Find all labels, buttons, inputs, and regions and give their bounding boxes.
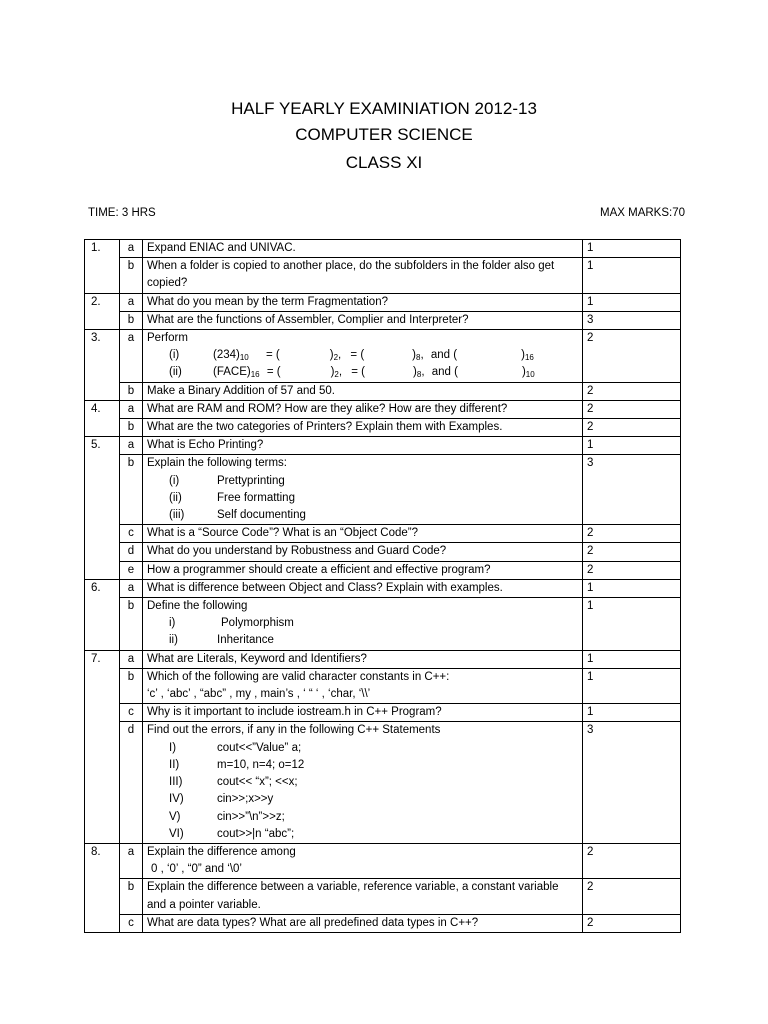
question-part: d	[120, 543, 143, 561]
question-text	[143, 455, 583, 525]
table-row	[85, 722, 681, 843]
sub-item-text: Self documenting	[217, 509, 306, 522]
table-row	[85, 668, 681, 703]
sub-item	[147, 473, 578, 490]
question-marks: 1	[583, 598, 681, 651]
sub-item	[147, 826, 578, 843]
question-part: a	[120, 330, 143, 383]
question-text	[143, 722, 583, 843]
roman-numeral: (ii)	[169, 366, 182, 379]
question-text-line: Find out the errors, if any in the following C++ Statements	[147, 724, 441, 737]
comma: ,	[421, 366, 425, 379]
question-number: 3.	[85, 330, 120, 401]
question-marks: 1	[583, 579, 681, 597]
question-part: b	[120, 258, 143, 293]
question-text: Expand ENIAC and UNIVAC.	[143, 240, 583, 258]
table-row	[85, 579, 681, 597]
question-text: Explain the difference between a variable, reference variable, a constant variable and a pointer variable.	[143, 879, 583, 914]
base-subscript: 2	[333, 353, 339, 363]
question-marks: 2	[583, 419, 681, 437]
table-row	[85, 704, 681, 722]
roman-numeral: III)	[169, 776, 183, 789]
sub-item-text: Inheritance	[217, 634, 274, 647]
comma: ,	[420, 349, 424, 362]
question-marks: 2	[583, 400, 681, 418]
question-part: b	[120, 382, 143, 400]
sub-item	[147, 757, 578, 774]
table-row	[85, 240, 681, 258]
close-bracket: )	[521, 349, 525, 362]
base-subscript: 10	[239, 353, 249, 363]
question-text	[143, 668, 583, 703]
equals-bracket: = (	[265, 349, 280, 362]
question-part: b	[120, 668, 143, 703]
question-part: a	[120, 650, 143, 668]
question-number: 1.	[85, 240, 120, 294]
comma: ,	[338, 366, 343, 379]
question-marks: 1	[583, 240, 681, 258]
question-text: Why is it important to include iostream.h in C++ Program?	[143, 704, 583, 722]
question-text: What are Literals, Keyword and Identifiers?	[143, 650, 583, 668]
question-text-line: Perform	[147, 332, 188, 345]
question-marks: 3	[583, 722, 681, 843]
question-text: What are data types? What are all predefined data types in C++?	[143, 914, 583, 932]
sub-item	[147, 615, 578, 632]
question-part: b	[120, 311, 143, 329]
code-statement: cout>>|n “abc”;	[217, 827, 295, 840]
table-row	[85, 843, 681, 878]
close-bracket: )	[413, 366, 417, 379]
question-text	[143, 843, 583, 878]
exam-title: HALF YEARLY EXAMINIATION 2012-13	[231, 99, 537, 118]
question-number: 8.	[85, 843, 120, 932]
close-bracket: )	[412, 349, 417, 362]
question-text: What are the functions of Assembler, Complier and Interpreter?	[143, 311, 583, 329]
base-subscript: 8	[416, 353, 421, 363]
table-row	[85, 330, 681, 383]
roman-numeral: V)	[169, 810, 181, 823]
question-table	[84, 239, 681, 933]
table-row	[85, 914, 681, 932]
question-part: c	[120, 914, 143, 932]
question-part: e	[120, 561, 143, 579]
question-part: b	[120, 879, 143, 914]
table-row	[85, 561, 681, 579]
code-statement: cin>>”\n”>>z;	[217, 810, 285, 823]
question-marks: 3	[583, 455, 681, 525]
roman-numeral: I)	[169, 741, 177, 754]
question-marks: 1	[583, 437, 681, 455]
question-marks: 1	[583, 704, 681, 722]
table-row	[85, 650, 681, 668]
table-row	[85, 879, 681, 914]
question-text: How a programmer should create a efficient and effective program?	[143, 561, 583, 579]
table-row	[85, 543, 681, 561]
question-text-line: Explain the difference among	[147, 845, 296, 858]
sub-item-text: Free formatting	[217, 491, 295, 504]
roman-numeral: ii)	[169, 634, 178, 647]
table-row	[85, 419, 681, 437]
question-text: When a folder is copied to another place, do the subfolders in the folder also get copied?	[143, 258, 583, 293]
number-value: (234)	[213, 349, 240, 362]
options-line: ‘c’ , ‘abc’ , “abc” , my , main’s , ‘ “ ‘ , ‘char, ‘\\’	[147, 688, 371, 701]
question-marks: 2	[583, 879, 681, 914]
table-row	[85, 258, 681, 293]
question-marks: 2	[583, 543, 681, 561]
comma: ,	[338, 349, 342, 362]
question-part: c	[120, 704, 143, 722]
question-part: d	[120, 722, 143, 843]
question-text: What is a “Source Code”? What is an “Object Code”?	[143, 525, 583, 543]
table-row	[85, 525, 681, 543]
conversion-row	[147, 347, 578, 364]
table-row	[85, 400, 681, 418]
question-text-line: Explain the following terms:	[147, 457, 287, 470]
question-marks: 2	[583, 382, 681, 400]
close-bracket: )	[329, 349, 334, 362]
roman-numeral: VI)	[169, 827, 184, 840]
question-part: a	[120, 437, 143, 455]
question-text-line: Which of the following are valid character constants in C++:	[147, 670, 450, 683]
question-text: What is Echo Printing?	[143, 437, 583, 455]
question-marks: 2	[583, 914, 681, 932]
roman-numeral: II)	[169, 758, 180, 771]
question-marks: 2	[583, 330, 681, 383]
table-row	[85, 311, 681, 329]
question-part: b	[120, 419, 143, 437]
sub-item	[147, 740, 578, 757]
table-row	[85, 382, 681, 400]
class-title: CLASS XI	[345, 153, 423, 172]
table-row	[85, 293, 681, 311]
question-text	[143, 598, 583, 651]
roman-numeral: i)	[169, 617, 176, 630]
question-text	[143, 330, 583, 383]
code-statement: cout<< “x”; <<x;	[217, 776, 298, 789]
question-text: What do you mean by the term Fragmentation?	[143, 293, 583, 311]
subject-title: COMPUTER SCIENCE	[295, 125, 473, 144]
question-marks: 3	[583, 311, 681, 329]
question-number: 6.	[85, 579, 120, 650]
question-text: What is difference between Object and Class? Explain with examples.	[143, 579, 583, 597]
code-statement: m=10, n=4; o=12	[217, 758, 305, 771]
question-text-line: Define the following	[147, 600, 248, 613]
sub-item	[147, 507, 578, 524]
base-subscript: 16	[524, 353, 534, 363]
table-row	[85, 598, 681, 651]
question-number: 5.	[85, 437, 120, 580]
question-marks: 2	[583, 561, 681, 579]
base-subscript: 2	[334, 370, 339, 380]
question-part: a	[120, 843, 143, 878]
question-part: a	[120, 240, 143, 258]
question-marks: 2	[583, 843, 681, 878]
question-text: What are the two categories of Printers? Explain them with Examples.	[143, 419, 583, 437]
close-bracket: )	[521, 366, 526, 379]
code-statement: cout<<”Value” a;	[217, 741, 302, 754]
equals-bracket: = (	[350, 349, 365, 362]
roman-numeral: (i)	[169, 474, 180, 487]
base-subscript: 10	[525, 370, 535, 380]
question-marks: 2	[583, 525, 681, 543]
options-line: 0 , ‘0’ , “0” and ‘\0’	[151, 863, 242, 876]
sub-item	[147, 774, 578, 791]
conversion-row	[147, 364, 578, 381]
question-part: b	[120, 455, 143, 525]
question-text: What are RAM and ROM? How are they alike? How are they different?	[143, 400, 583, 418]
sub-item	[147, 791, 578, 808]
roman-numeral: (ii)	[169, 491, 182, 504]
question-part: a	[120, 400, 143, 418]
question-part: c	[120, 525, 143, 543]
question-marks: 1	[583, 650, 681, 668]
sub-item	[147, 632, 578, 649]
time-label: TIME: 3 HRS	[88, 207, 156, 219]
code-statement: cin>>;x>>y	[217, 793, 274, 806]
question-part: b	[120, 598, 143, 651]
sub-item-text: Prettyprinting	[217, 474, 285, 487]
question-number: 2.	[85, 293, 120, 329]
question-text: What do you understand by Robustness and Guard Code?	[143, 543, 583, 561]
roman-numeral: (i)	[169, 349, 180, 362]
question-marks: 1	[583, 293, 681, 311]
table-row	[85, 455, 681, 525]
roman-numeral: IV)	[169, 793, 184, 806]
close-bracket: )	[330, 366, 335, 379]
question-part: a	[120, 293, 143, 311]
equals-bracket: = (	[266, 366, 281, 379]
and-bracket: and (	[431, 366, 458, 379]
number-value: (FACE)	[213, 366, 251, 379]
equals-bracket: = (	[351, 366, 366, 379]
sub-item-text: Polymorphism	[221, 617, 294, 630]
sub-item	[147, 809, 578, 826]
question-number: 7.	[85, 650, 120, 843]
question-marks: 1	[583, 668, 681, 703]
base-subscript: 8	[416, 370, 422, 380]
roman-numeral: (iii)	[169, 509, 185, 522]
question-number: 4.	[85, 400, 120, 436]
question-text: Make a Binary Addition of 57 and 50.	[143, 382, 583, 400]
table-row	[85, 437, 681, 455]
base-subscript: 16	[250, 370, 260, 380]
max-marks-label: MAX MARKS:70	[600, 207, 685, 219]
and-bracket: and (	[430, 349, 458, 362]
sub-item	[147, 490, 578, 507]
question-part: a	[120, 579, 143, 597]
question-marks: 1	[583, 258, 681, 293]
